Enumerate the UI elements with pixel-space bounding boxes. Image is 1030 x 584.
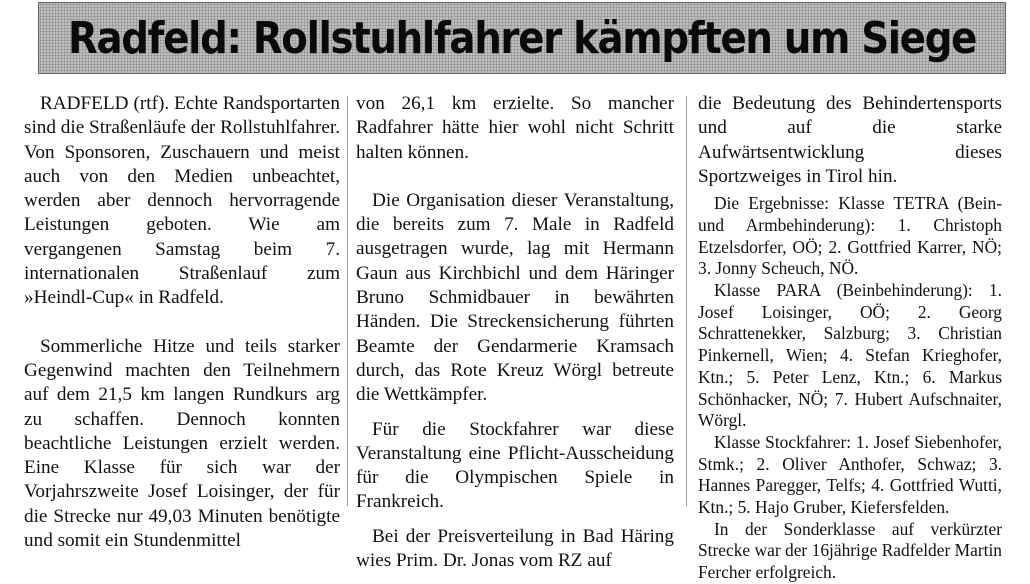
article-column-3 [698,92,1002,584]
paragraph: RADFELD (rtf). Echte Randsportarten sind die Straßenläufe der Rollstuhlfahrer. Von Sponsoren, Zuschauern und meist auch von den Medien unbeachtet, werden aber dennoch hervorragende Leistungen geboten. Wie am vergangenen Samstag beim 7. internationalen Straßenlauf zum »Heindl-Cup« in Radfeld. [24,93,340,309]
column-divider [347,96,348,506]
results-paragraph: In der Sonderklasse auf verkürzter Strecke war der 16jährige Radfelder Martin Fercher erfolgreich. [698,518,1002,583]
results-paragraph: Klasse PARA (Beinbehinderung): 1. Josef Loisinger, OÖ; 2. Georg Schrattenekker, Salzburg; 3. Christian Pinkernell, Wien; 4. Stefan Krieghofer, Ktn.; 5. Peter Lenz, Ktn.; 6. Markus Schönhacker, NÖ; 7. Hubert Aufschnaiter, Wörgl. [698,280,1002,431]
paragraph: Sommerliche Hitze und teils starker Gegenwind machten den Teilnehmern auf dem 21,5 km langen Rundkurs arg zu schaffen. Dennoch konnten beachtliche Leistungen erzielt werden. Eine Klasse für sich war der Vorjahrszweite Josef Loisinger, der für die Strecke nur 49,03 Minuten benötigte und somit ein Stundenmittel [24,335,340,552]
results-paragraph: Die Ergebnisse: Klasse TETRA (Bein- und Armbehinderung): 1. Christoph Etzelsdorfer, OÖ; 2. Gottfried Karrer, NÖ; 3. Jonny Scheuch, NÖ. [698,193,1002,279]
article-column-1 [24,92,340,553]
paragraph: von 26,1 km erzielte. So mancher Radfahrer hätte hier wohl nicht Schritt halten können. [356,93,674,163]
results-block [698,193,1002,584]
headline: Radfeld: Rollstuhlfahrer kämpften um Siege [67,12,977,64]
paragraph: die Bedeutung des Behindertensports und auf die starke Aufwärtsentwicklung dieses Sportzweiges in Tirol hin. [698,93,1002,187]
paragraph: Bei der Preisverteilung in Bad Häring wies Prim. Dr. Jonas vom RZ auf [356,525,674,572]
results-paragraph: Klasse Stockfahrer: 1. Josef Siebenhofer, Stmk.; 2. Oliver Anthofer, Schwaz; 3. Hannes Paregger, Telfs; 4. Gottfried Wutti, Ktn.; 5. Hajo Gruber, Kiefersfelden. [698,431,1002,518]
column-divider [686,96,687,506]
article-column-2 [356,92,674,573]
paragraph: Für die Stockfahrer war diese Veranstaltung eine Pflicht-Ausscheidung für die Olympischen Spiele in Frankreich. [356,418,674,513]
paragraph: Die Organisation dieser Veranstaltung, die bereits zum 7. Male in Radfeld ausgetragen wurde, lag mit Hermann Gaun aus Kirchbichl und dem Häringer Bruno Schmidbauer in bewährten Händen. Die Streckensicherung führten Beamte der Gendarmerie Kramsach durch, das Rote Kreuz Wörgl betreute die Wettkämpfer. [356,189,674,406]
